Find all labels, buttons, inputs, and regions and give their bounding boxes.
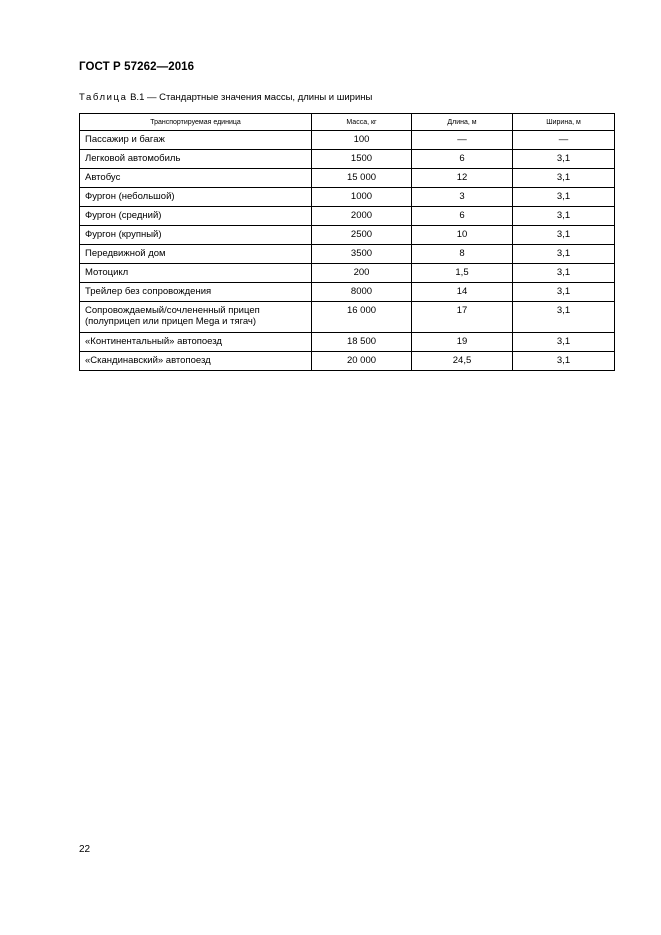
cell-length: 3: [412, 188, 513, 207]
page-number: 22: [79, 844, 91, 855]
table-caption: [79, 92, 372, 103]
cell-mass: 100: [312, 131, 412, 150]
column-header-length: Длина, м: [412, 114, 513, 131]
cell-width: 3,1: [513, 188, 615, 207]
table-header-row: [80, 114, 615, 131]
table-caption-label: Таблица: [79, 92, 128, 103]
cell-length: 24,5: [412, 352, 513, 371]
table-caption-number: В.1: [130, 92, 145, 103]
cell-mass: 20 000: [312, 352, 412, 371]
table-row: [80, 352, 615, 371]
cell-width: 3,1: [513, 150, 615, 169]
cell-mass: 1500: [312, 150, 412, 169]
cell-unit: Автобус: [80, 169, 312, 188]
table-row: [80, 245, 615, 264]
column-header-unit: Транспортируемая единица: [80, 114, 312, 131]
cell-width: 3,1: [513, 245, 615, 264]
cell-unit: Мотоцикл: [80, 264, 312, 283]
standard-designation: ГОСТ Р 57262—2016: [79, 61, 195, 73]
cell-unit: Трейлер без сопровождения: [80, 283, 312, 302]
cell-width: 3,1: [513, 333, 615, 352]
table-row: [80, 169, 615, 188]
cell-width: 3,1: [513, 283, 615, 302]
cell-length: 19: [412, 333, 513, 352]
table-row: [80, 264, 615, 283]
table-row: [80, 333, 615, 352]
cell-length: —: [412, 131, 513, 150]
cell-mass: 15 000: [312, 169, 412, 188]
cell-unit: Передвижной дом: [80, 245, 312, 264]
cell-unit: «Скандинавский» автопоезд: [80, 352, 312, 371]
cell-width: 3,1: [513, 169, 615, 188]
cell-length: 6: [412, 150, 513, 169]
table-row: [80, 283, 615, 302]
cell-unit: Пассажир и багаж: [80, 131, 312, 150]
cell-width: 3,1: [513, 264, 615, 283]
cell-mass: 8000: [312, 283, 412, 302]
cell-mass: 18 500: [312, 333, 412, 352]
cell-length: 8: [412, 245, 513, 264]
table-caption-text: — Стандартные значения массы, длины и ширины: [147, 92, 373, 103]
cell-mass: 2000: [312, 207, 412, 226]
values-table: [79, 113, 615, 371]
cell-unit: Фургон (средний): [80, 207, 312, 226]
cell-unit: Фургон (небольшой): [80, 188, 312, 207]
table-row: [80, 226, 615, 245]
cell-length: 6: [412, 207, 513, 226]
column-header-mass: Масса, кг: [312, 114, 412, 131]
cell-width: 3,1: [513, 226, 615, 245]
cell-length: 17: [412, 302, 513, 333]
cell-mass: 3500: [312, 245, 412, 264]
table-row: [80, 131, 615, 150]
cell-mass: 1000: [312, 188, 412, 207]
cell-width: 3,1: [513, 302, 615, 333]
cell-length: 10: [412, 226, 513, 245]
cell-unit: Фургон (крупный): [80, 226, 312, 245]
table-row: [80, 150, 615, 169]
cell-mass: 200: [312, 264, 412, 283]
cell-width: 3,1: [513, 207, 615, 226]
cell-length: 1,5: [412, 264, 513, 283]
cell-width: 3,1: [513, 352, 615, 371]
table-row: [80, 207, 615, 226]
table-row: [80, 302, 615, 333]
table-row: [80, 188, 615, 207]
cell-mass: 2500: [312, 226, 412, 245]
cell-mass: 16 000: [312, 302, 412, 333]
cell-width: —: [513, 131, 615, 150]
cell-unit: «Континентальный» автопоезд: [80, 333, 312, 352]
cell-length: 14: [412, 283, 513, 302]
cell-unit: Сопровождаемый/сочлененный прицеп (полуприцеп или прицеп Mega и тягач): [80, 302, 312, 333]
column-header-width: Ширина, м: [513, 114, 615, 131]
cell-length: 12: [412, 169, 513, 188]
cell-unit: Легковой автомобиль: [80, 150, 312, 169]
